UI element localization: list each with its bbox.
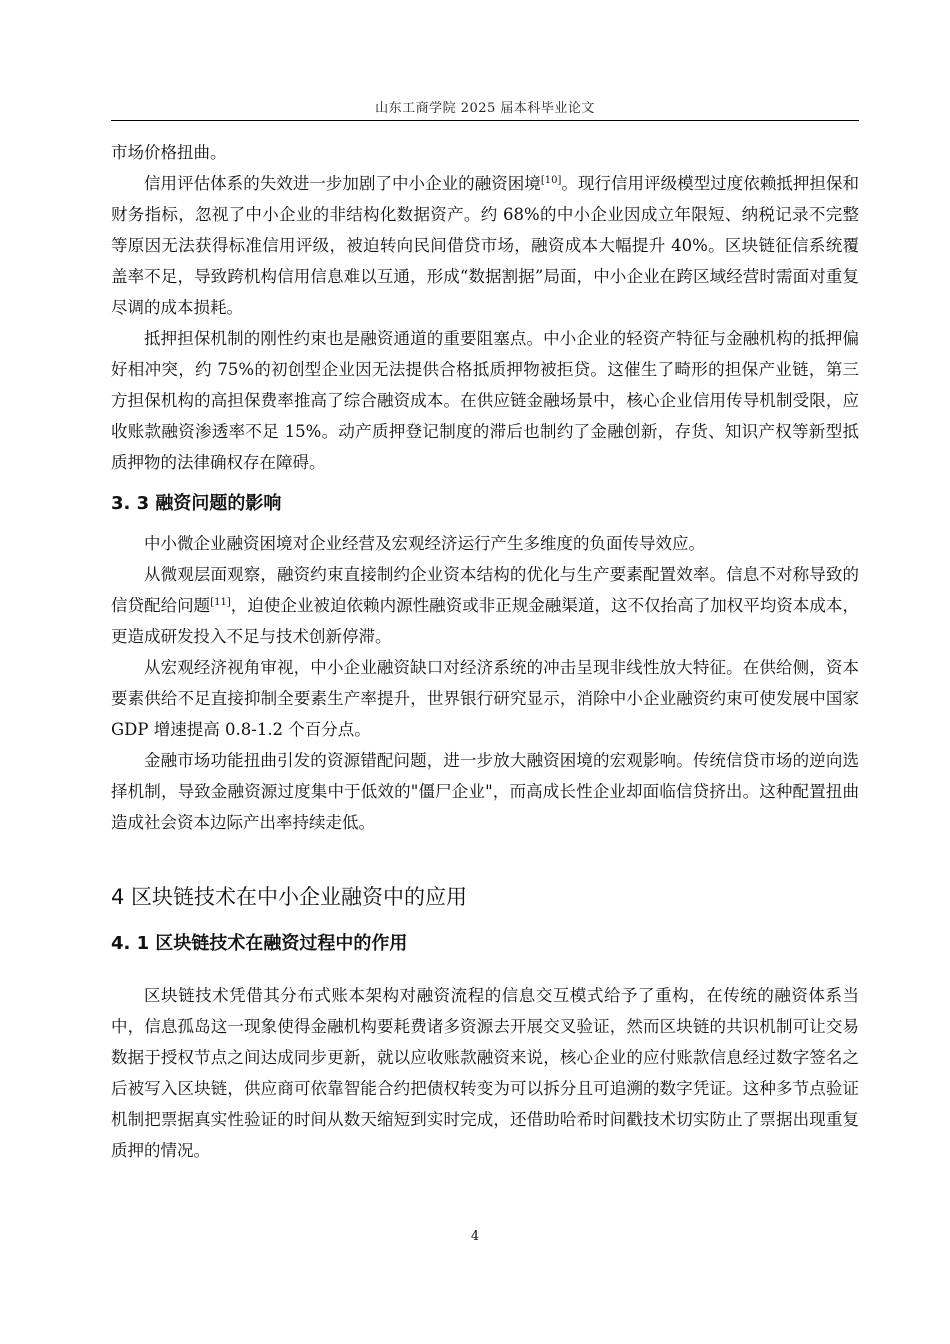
paragraph: 市场价格扭曲。	[111, 143, 227, 162]
header-rule	[111, 120, 859, 121]
paragraph-text: ，迫使企业被迫依赖内源性融资或非正规金融渠道，这不仅抬高了加权平均资本成本，更造成研发投入不足与技术创新停滞。	[111, 596, 860, 646]
paragraph: 金融市场功能扭曲引发的资源错配问题，进一步放大融资困境的宏观影响。传统信贷市场的逆向选择机制，导致金融资源过度集中于低效的"僵尸企业"，而高成长性企业却面临信贷挤出。这种配置扭曲造成社会资本边际产出率持续走低。	[111, 751, 859, 832]
chapter-heading: 4 区块链技术在中小企业融资中的应用	[111, 885, 468, 909]
paragraph-text: 。现行信用评级模型过度依赖抵押担保和财务指标，忽视了中小企业的非结构化数据资产。约 68%的中小企业因成立年限短、纳税记录不完整等原因无法获得标准信用评级，被迫转向民间借贷市场，融资成本大幅提升 40%。区块链征信系统覆盖率不足，导致跨机构信用信息难以互通，形成“数据割据”局面，中小企业在跨区域经营时需面对重复尽调的成本损耗。	[111, 174, 860, 317]
citation-ref: [10]	[540, 175, 562, 186]
citation-ref: [11]	[210, 597, 231, 608]
paragraph-text: 从微观层面观察，融资约束直接制约企业资本结构的优化与生产要素配置效率。信息不对称导致的信贷配给问题	[111, 565, 859, 615]
paragraph: 从宏观经济视角审视，中小企业融资缺口对经济系统的冲击呈现非线性放大特征。在供给侧，资本要素供给不足直接抑制全要素生产率提升，世界银行研究显示，消除中小企业融资约束可使发展中国家 GDP 增速提高 0.8-1.2 个百分点。	[111, 658, 859, 739]
page-body	[111, 137, 859, 1166]
paragraph: 中小微企业融资困境对企业经营及宏观经济运行产生多维度的负面传导效应。	[144, 534, 705, 553]
paragraph-text: 信用评估体系的失效进一步加剧了中小企业的融资困境	[144, 174, 541, 193]
paragraph: 抵押担保机制的刚性约束也是融资通道的重要阻塞点。中小企业的轻资产特征与金融机构的抵押偏好相冲突，约 75%的初创型企业因无法提供合格抵质押物被拒贷。这催生了畸形的担保产业链，第三方担保机构的高担保费率推高了综合融资成本。在供应链金融场景中，核心企业信用传导机制受限，应收账款融资渗透率不足 15%。动产质押登记制度的滞后也制约了金融创新，存货、知识产权等新型抵质押物的法律确权存在障碍。	[111, 329, 859, 472]
paragraph	[111, 559, 859, 652]
page-number: 4	[470, 1229, 480, 1244]
paragraph	[111, 168, 859, 323]
section-heading: 4. 1 区块链技术在融资过程中的作用	[111, 933, 408, 954]
running-header: 山东工商学院 2025 届本科毕业论文	[375, 101, 595, 116]
paragraph: 区块链技术凭借其分布式账本架构对融资流程的信息交互模式给予了重构，在传统的融资体系当中，信息孤岛这一现象使得金融机构要耗费诸多资源去开展交叉验证，然而区块链的共识机制可让交易数据于授权节点之间达成同步更新，就以应收账款融资来说，核心企业的应付账款信息经过数字签名之后被写入区块链，供应商可依靠智能合约把债权转变为可以拆分且可追溯的数字凭证。这种多节点验证机制把票据真实性验证的时间从数天缩短到实时完成，还借助哈希时间戳技术切实防止了票据出现重复质押的情况。	[111, 986, 859, 1160]
section-heading: 3. 3 融资问题的影响	[111, 493, 282, 514]
